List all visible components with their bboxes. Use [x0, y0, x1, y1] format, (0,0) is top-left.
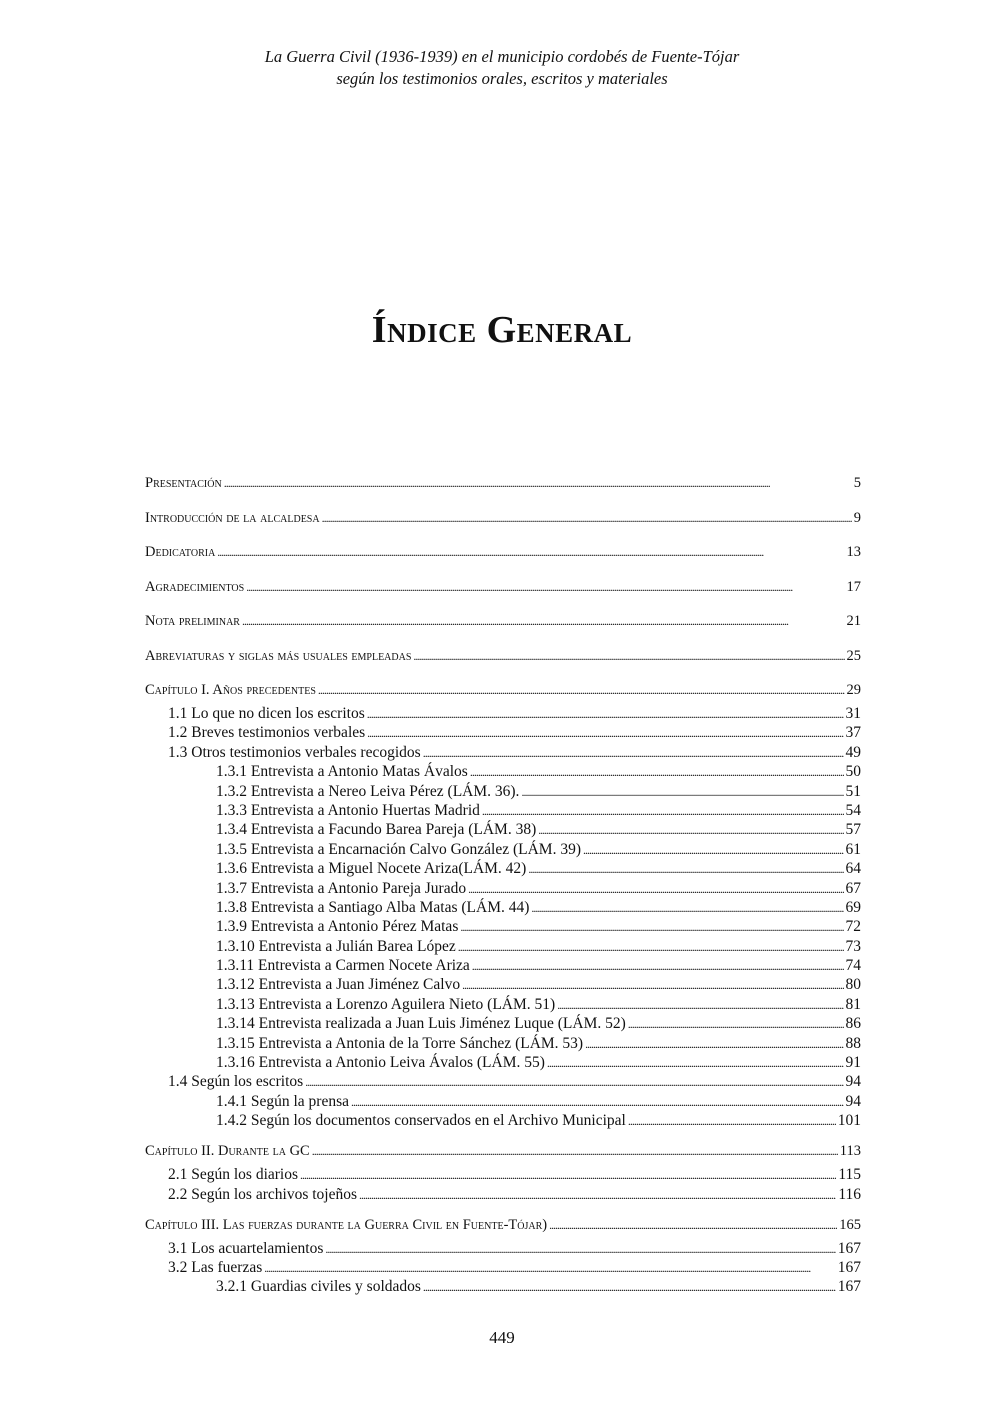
dot-leader — [528, 860, 843, 879]
toc-entry-label: 3.2 Las fuerzas — [168, 1258, 263, 1276]
toc-entry-page: 113 — [839, 1143, 861, 1160]
toc-section — [145, 723, 861, 742]
dot-leader — [312, 1140, 838, 1162]
dot-leader — [460, 918, 843, 937]
toc-entry-page: 49 — [845, 743, 861, 761]
toc-subsection — [145, 937, 861, 956]
toc-entry-page: 167 — [837, 1278, 861, 1296]
dot-leader — [628, 1112, 836, 1131]
dot-leader — [351, 1093, 843, 1112]
toc-entry-label: 1.3.1 Entrevista a Antonio Matas Ávalos — [216, 763, 468, 781]
dot-leader — [322, 507, 852, 529]
toc-subsection — [145, 1014, 861, 1033]
toc-entry-label: 1.3 Otros testimonios verbales recogidos — [168, 743, 421, 761]
toc-subsection — [145, 782, 861, 801]
dot-leader — [224, 472, 852, 494]
toc-entry-page: 25 — [846, 647, 861, 664]
toc-entry-label: Introducción de la alcaldesa — [145, 509, 320, 526]
dot-leader — [468, 880, 843, 899]
dot-leader — [628, 1015, 844, 1034]
toc-entry-page: 29 — [846, 682, 861, 698]
toc-entry-page: 101 — [837, 1112, 861, 1130]
toc-subsection — [145, 1092, 861, 1111]
toc-entry-page: 86 — [845, 1015, 861, 1033]
toc-entry-label: 1.3.14 Entrevista realizada a Juan Luis Jiménez Luque (LÁM. 52) — [216, 1015, 626, 1033]
toc-section — [145, 704, 861, 723]
dot-leader — [300, 1166, 836, 1185]
dot-leader — [482, 802, 844, 821]
toc-entry-page: 94 — [845, 1092, 861, 1110]
toc-entry-label: Agradecimientos — [145, 578, 245, 595]
dot-leader — [246, 576, 844, 598]
toc-subsection — [145, 995, 861, 1014]
toc-entry-label: 1.3.8 Entrevista a Santiago Alba Matas (LÁM. 44) — [216, 898, 530, 916]
toc-entry-page: 57 — [845, 821, 861, 839]
dot-leader — [325, 1240, 835, 1259]
dot-leader — [318, 679, 845, 701]
toc-entry-page: 21 — [846, 613, 861, 629]
toc-section — [145, 743, 861, 762]
toc-entry-page: 116 — [838, 1185, 861, 1203]
toc-entry-page: 5 — [853, 475, 861, 491]
toc-entry — [145, 610, 861, 645]
toc-entry-label: 1.1 Lo que no dicen los escritos — [168, 705, 365, 722]
toc-entry-page: 69 — [845, 898, 861, 916]
toc-entry-page: 54 — [845, 801, 861, 819]
toc-entry-page: 50 — [845, 763, 861, 781]
toc-entry-page: 17 — [846, 578, 861, 595]
toc-entry-page: 91 — [845, 1054, 861, 1072]
toc-entry-page: 94 — [845, 1073, 861, 1091]
toc-entry-page: 13 — [846, 544, 861, 560]
toc-subsection — [145, 975, 861, 994]
dot-leader — [359, 1186, 836, 1205]
toc-section — [145, 1185, 861, 1214]
dot-leader — [217, 541, 844, 563]
toc-entry-page: 74 — [845, 957, 861, 975]
dot-leader — [557, 996, 843, 1015]
toc-entry-label: 1.3.11 Entrevista a Carmen Nocete Ariza — [216, 957, 470, 975]
toc-entry-page: 64 — [845, 860, 861, 878]
toc-subsection — [145, 917, 861, 936]
dot-leader — [264, 1259, 836, 1278]
header-line-2: según los testimonios orales, escritos y materiales — [336, 69, 668, 88]
dot-leader — [472, 957, 844, 976]
toc-entry-label: 1.3.15 Entrevista a Antonia de la Torre Sánchez (LÁM. 53) — [216, 1034, 584, 1052]
toc-entry — [145, 576, 861, 611]
dot-leader — [423, 744, 844, 763]
toc-entry-label: 1.3.4 Entrevista a Facundo Barea Pareja (LÁM. 38) — [216, 821, 537, 839]
toc-entry-label: 3.2.1 Guardias civiles y soldados — [216, 1278, 421, 1296]
toc-subsection — [145, 859, 861, 878]
toc-entry-label: 1.4 Según los escritos — [168, 1073, 304, 1091]
toc-entry-label: 1.3.6 Entrevista a Miguel Nocete Ariza(LÁM. 42) — [216, 860, 527, 878]
dot-leader — [458, 938, 844, 957]
toc-chapter — [145, 1214, 861, 1239]
dot-leader — [242, 610, 845, 632]
toc-entry-page: 80 — [845, 976, 861, 994]
dot-leader — [549, 1214, 837, 1236]
running-header — [0, 46, 1004, 90]
toc-entry-label: 1.4.2 Según los documentos conservados en el Archivo Municipal — [216, 1112, 626, 1130]
toc-entry-label: 1.3.3 Entrevista a Antonio Huertas Madrid — [216, 801, 480, 819]
dot-leader — [585, 1035, 843, 1054]
toc-entry-label: 1.2 Breves testimonios verbales — [168, 724, 366, 742]
toc-section — [145, 1258, 861, 1277]
dot-leader — [547, 1054, 844, 1073]
dot-leader — [538, 821, 843, 840]
dot-leader — [423, 1278, 836, 1297]
toc-subsection — [145, 879, 861, 898]
toc-subsection — [145, 801, 861, 820]
toc-entry-label: 1.3.12 Entrevista a Juan Jiménez Calvo — [216, 976, 461, 994]
dot-leader — [583, 841, 844, 860]
toc-entry-label: Abreviaturas y siglas más usuales empleadas — [145, 647, 412, 664]
toc-entry-label: Capítulo III. Las fuerzas durante la Guerra Civil en Fuente-Tójar) — [145, 1216, 548, 1233]
toc-entry-page: 9 — [853, 509, 861, 526]
toc-section — [145, 1165, 861, 1184]
toc-entry-label: Nota preliminar — [145, 613, 240, 629]
toc-entry-page: 61 — [845, 840, 861, 858]
toc-entry-label: 1.3.7 Entrevista a Antonio Pareja Jurado — [216, 879, 467, 897]
dot-leader — [521, 783, 843, 802]
dot-leader — [531, 899, 843, 918]
toc-entry-label: 1.4.1 Según la prensa — [216, 1092, 350, 1110]
toc-subsection — [145, 840, 861, 859]
toc-entry-page: 67 — [845, 879, 861, 897]
toc-subsection — [145, 898, 861, 917]
toc-entry-page: 88 — [845, 1034, 861, 1052]
toc-entry — [145, 645, 861, 680]
toc-subsection — [145, 762, 861, 781]
toc-entry-page: 165 — [839, 1216, 861, 1233]
toc-subsection — [145, 1111, 861, 1140]
toc-entry-label: Presentación — [145, 475, 222, 491]
toc-entry-page: 81 — [845, 995, 861, 1013]
toc-entry-label: 1.3.2 Entrevista a Nereo Leiva Pérez (LÁM. 36). — [216, 782, 520, 800]
toc-entry-label: 1.3.5 Entrevista a Encarnación Calvo González (LÁM. 39) — [216, 840, 581, 858]
toc-entry-page: 73 — [845, 937, 861, 955]
toc-entry-label: 1.3.9 Entrevista a Antonio Pérez Matas — [216, 918, 459, 936]
toc-entry-label: 1.3.10 Entrevista a Julián Barea López — [216, 937, 456, 955]
dot-leader — [367, 724, 843, 743]
toc-entry-label: 1.3.13 Entrevista a Lorenzo Aguilera Nieto (LÁM. 51) — [216, 995, 556, 1013]
toc-chapter — [145, 679, 861, 704]
toc-subsection — [145, 956, 861, 975]
dot-leader — [470, 763, 844, 782]
page-title: Índice General — [371, 309, 633, 351]
toc-subsection — [145, 1277, 861, 1296]
toc-subsection — [145, 1034, 861, 1053]
toc-entry — [145, 507, 861, 542]
toc-section — [145, 1239, 861, 1258]
toc-entry-label: Capítulo I. Años precedentes — [145, 682, 316, 698]
toc-entry-label: 3.1 Los acuartelamientos — [168, 1239, 324, 1257]
toc-entry-page: 37 — [845, 724, 861, 742]
page-number: 449 — [489, 1328, 515, 1347]
dot-leader — [413, 645, 844, 667]
toc-entry — [145, 472, 861, 507]
header-line-1: La Guerra Civil (1936-1939) en el municipio cordobés de Fuente-Tójar — [264, 47, 740, 66]
dot-leader — [462, 976, 843, 995]
toc-entry-page: 167 — [837, 1239, 861, 1257]
dot-leader — [305, 1073, 843, 1092]
toc-chapter — [145, 1140, 861, 1165]
toc-entry-label: Dedicatoria — [145, 544, 216, 560]
toc-entry-label: 1.3.16 Entrevista a Antonio Leiva Ávalos (LÁM. 55) — [216, 1054, 545, 1072]
toc-entry-page: 51 — [845, 782, 861, 800]
dot-leader — [367, 705, 844, 724]
toc-entry — [145, 541, 861, 576]
toc-entry-label: 2.1 Según los diarios — [168, 1166, 299, 1184]
toc-entry-page: 31 — [845, 705, 861, 722]
toc-subsection — [145, 820, 861, 839]
table-of-contents — [145, 472, 861, 1297]
toc-entry-label: 2.2 Según los archivos tojeños — [168, 1185, 357, 1203]
toc-entry-page: 115 — [838, 1166, 861, 1184]
toc-entry-label: Capítulo II. Durante la GC — [145, 1143, 310, 1160]
toc-entry-page: 72 — [845, 918, 861, 936]
toc-section — [145, 1072, 861, 1091]
toc-entry-page: 167 — [837, 1258, 861, 1276]
toc-subsection — [145, 1053, 861, 1072]
